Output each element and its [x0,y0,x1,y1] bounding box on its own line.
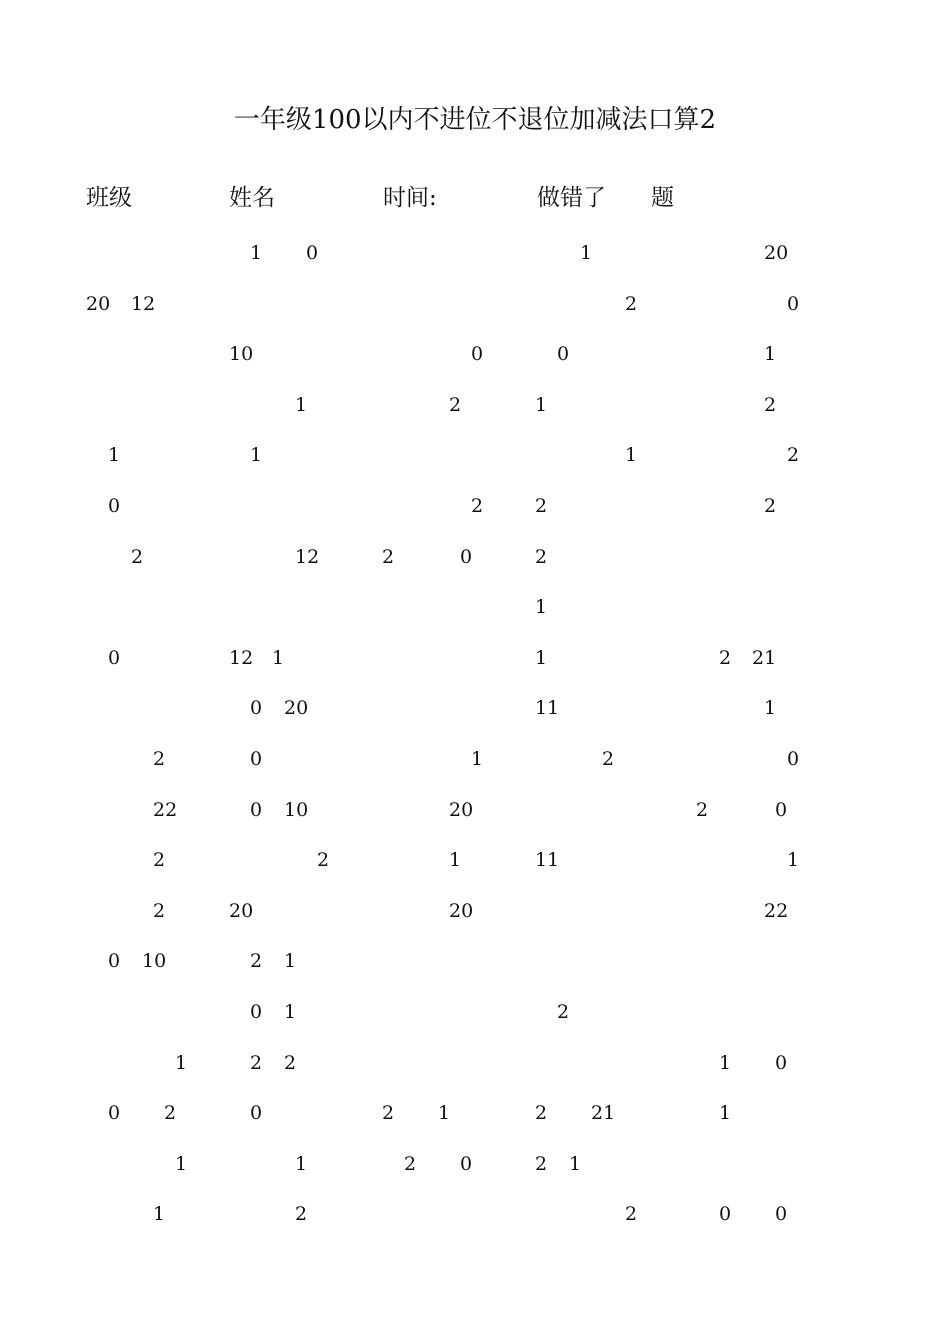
problem-fragment: 2 [404,1152,417,1175]
problem-fragment: 1 [272,646,285,669]
problem-fragment: 2 [535,1102,548,1125]
problem-row [0,695,950,725]
problem-row [0,594,950,624]
problem-fragment: 2 [602,748,615,770]
problem-row [0,544,950,574]
problem-fragment: 1 [764,343,777,366]
problem-fragment: 0 [306,242,319,264]
problem-fragment: 0 [787,748,800,770]
problem-fragment: 2 [764,495,777,517]
problem-fragment: 12 [295,545,320,568]
problem-fragment: 0 [719,1203,732,1226]
problem-fragment: 0 [775,798,788,821]
problem-fragment: 22 [153,798,178,821]
problem-fragment: 0 [775,1203,788,1226]
problem-fragment: 2 [535,1152,548,1175]
problem-fragment: 0 [460,1152,473,1175]
problem-fragment: 0 [471,343,484,366]
problem-fragment: 2 [250,1051,263,1074]
problem-fragment: 2 [787,444,800,467]
problem-fragment: 1 [787,849,800,872]
problem-fragment: 10 [229,343,254,366]
problem-fragment: 0 [250,748,263,770]
problem-fragment: 2 [625,1203,638,1226]
problem-fragment: 12 [229,646,254,669]
problem-fragment: 11 [535,849,560,872]
problem-row [0,1050,950,1080]
problem-fragment: 1 [625,444,638,467]
problem-fragment: 1 [535,596,548,619]
problem-fragment: 0 [108,950,121,973]
problem-row [0,1151,950,1181]
problem-fragment: 1 [471,748,484,770]
problem-fragment: 0 [108,1102,121,1125]
problem-fragment: 2 [153,849,166,872]
problem-fragment: 2 [535,495,548,517]
problem-row [0,291,950,321]
problem-fragment: 1 [250,242,263,264]
problem-fragment: 2 [449,393,462,416]
problem-fragment: 2 [295,1203,308,1226]
problem-fragment: 1 [175,1152,188,1175]
problem-fragment: 0 [108,495,121,517]
problem-fragment: 20 [449,899,474,922]
problem-fragment: 2 [317,849,330,872]
problem-fragment: 0 [460,545,473,568]
problem-fragment: 11 [535,697,560,720]
questions-label: 题 [651,185,674,211]
problem-fragment: 10 [142,950,167,973]
problem-fragment: 1 [764,697,777,720]
problem-fragment: 1 [295,1152,308,1175]
problem-fragment: 1 [153,1203,166,1226]
problem-row [0,645,950,675]
problem-fragment: 2 [764,393,777,416]
problem-fragment: 0 [557,343,570,366]
problem-row [0,1100,950,1130]
problem-fragment: 20 [229,899,254,922]
problem-fragment: 0 [250,1102,263,1125]
problem-fragment: 2 [284,1051,297,1074]
problem-row [0,442,950,472]
problem-fragment: 1 [438,1102,451,1125]
problem-fragment: 20 [86,292,111,315]
problem-fragment: 2 [131,545,144,568]
problem-fragment: 0 [250,1001,263,1023]
problem-fragment: 2 [471,495,484,517]
problem-row [0,999,950,1029]
time-label: 时间: [383,185,437,211]
problem-fragment: 2 [719,646,732,669]
errors-label: 做错了 [537,185,606,211]
problem-row [0,392,950,422]
problem-row [0,493,950,523]
problem-row [0,797,950,827]
problem-fragment: 1 [284,1001,297,1023]
problem-fragment: 10 [284,798,309,821]
problem-fragment: 22 [764,899,789,922]
problem-fragment: 1 [535,646,548,669]
problem-fragment: 2 [250,950,263,973]
problem-fragment: 2 [153,748,166,770]
problem-fragment: 1 [535,393,548,416]
problem-fragment: 21 [752,646,777,669]
problem-fragment: 12 [131,292,156,315]
problem-row [0,847,950,877]
problem-fragment: 2 [382,1102,395,1125]
problem-fragment: 2 [696,798,709,821]
problem-row [0,1201,950,1231]
problem-row [0,341,950,371]
problem-fragment: 1 [175,1051,188,1074]
problem-fragment: 1 [284,950,297,973]
problem-fragment: 1 [580,242,593,264]
class-label: 班级 [86,185,132,211]
problem-fragment: 1 [719,1051,732,1074]
problem-fragment: 20 [284,697,309,720]
problem-fragment: 20 [449,798,474,821]
problem-fragment: 20 [764,242,789,264]
page-title: 一年级100以内不进位不退位加减法口算2 [233,105,717,135]
problem-fragment: 0 [108,646,121,669]
problem-fragment: 0 [250,697,263,720]
problem-fragment: 1 [569,1152,582,1175]
problem-fragment: 2 [535,545,548,568]
problem-fragment: 1 [449,849,462,872]
problem-fragment: 1 [250,444,263,467]
problem-fragment: 2 [164,1102,177,1125]
problem-fragment: 0 [787,292,800,315]
problem-fragment: 2 [625,292,638,315]
problem-row [0,240,950,270]
problem-fragment: 1 [108,444,121,467]
problem-row [0,746,950,776]
problem-row [0,948,950,978]
problem-fragment: 2 [557,1001,570,1023]
problem-fragment: 2 [153,899,166,922]
problem-fragment: 2 [382,545,395,568]
problem-fragment: 0 [250,798,263,821]
problem-fragment: 1 [719,1102,732,1125]
problem-fragment: 1 [295,393,308,416]
problem-fragment: 21 [591,1102,616,1125]
problem-fragment: 0 [775,1051,788,1074]
problem-row [0,898,950,928]
name-label: 姓名 [229,185,275,211]
